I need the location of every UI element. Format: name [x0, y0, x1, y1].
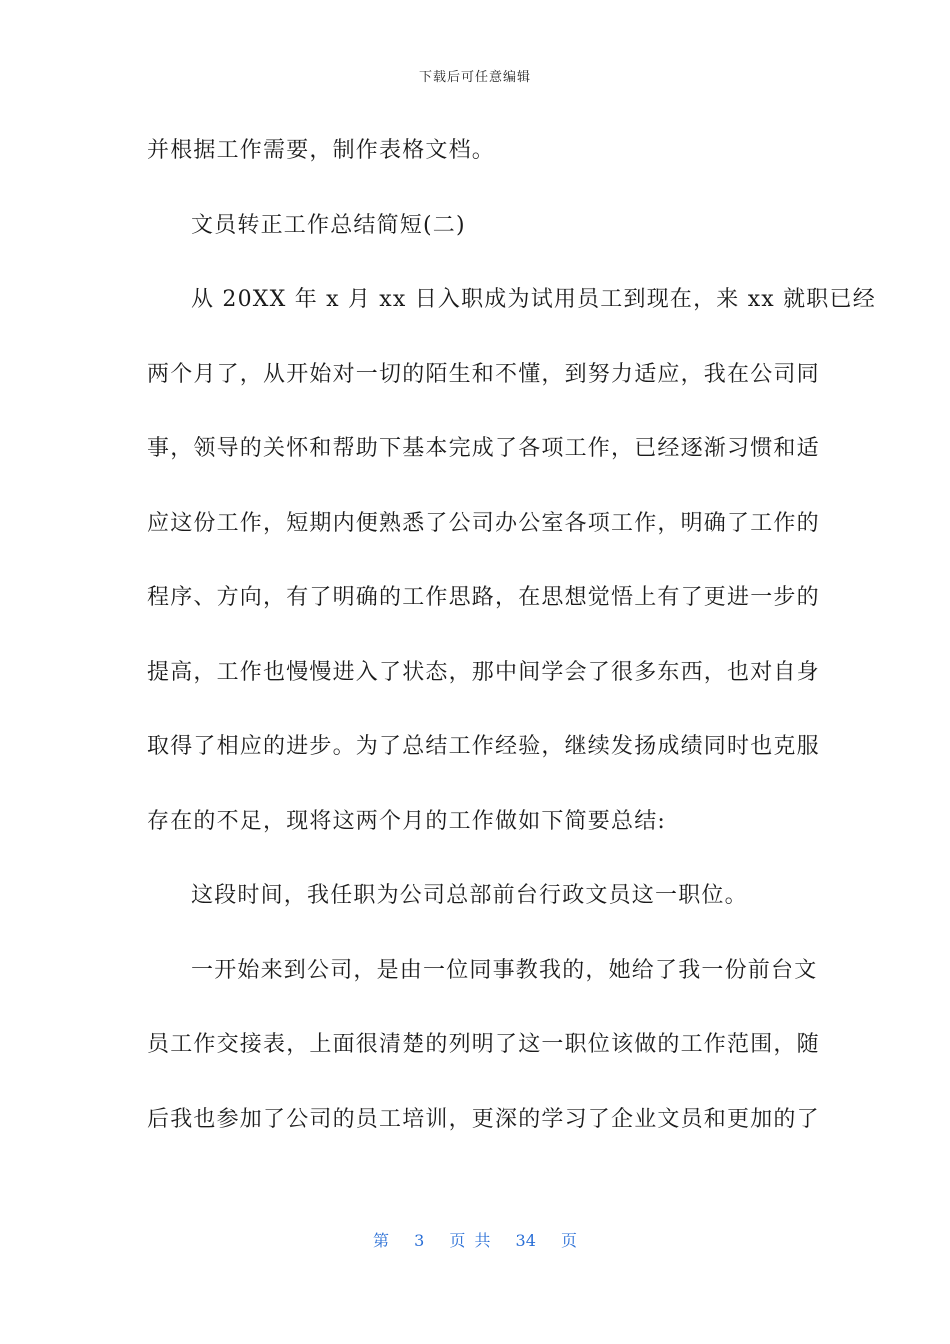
footer-label-of: 页 共: [449, 1231, 491, 1250]
text-line: 程序、方向，有了明确的工作思路，在思想觉悟上有了更进一步的: [147, 585, 820, 610]
page-footer: [0, 1228, 950, 1251]
text-line: 这段时间，我任职为公司总部前台行政文员这一职位。: [191, 883, 748, 908]
text-line: 取得了相应的进步。为了总结工作经验，继续发扬成绩同时也克服: [147, 734, 820, 759]
current-page-number: 3: [414, 1231, 425, 1250]
document-body: [147, 114, 876, 1157]
total-page-count: 34: [515, 1231, 536, 1250]
text-line: 提高，工作也慢慢进入了状态，那中间学会了很多东西，也对自身: [147, 659, 820, 685]
text-line: 并根据工作需要，制作表格文档。: [147, 138, 496, 163]
text-line: 员工作交接表，上面很清楚的列明了这一职位该做的工作范围，随: [147, 1032, 820, 1057]
text-line: 应这份工作，短期内便熟悉了公司办公室各项工作，明确了工作的: [147, 510, 820, 536]
text-line: 后我也参加了公司的员工培训，更深的学习了企业文员和更加的了: [147, 1106, 820, 1132]
page-header: 下载后可任意编辑: [418, 70, 531, 85]
text-line: 两个月了，从开始对一切的陌生和不懂，到努力适应，我在公司同: [147, 361, 820, 387]
section-heading: 文员转正工作总结简短(二): [191, 212, 466, 238]
text-line: 从 20XX 年 x 月 xx 日入职成为试用员工到现在，来 xx 就职已经: [191, 287, 876, 312]
text-line: 存在的不足，现将这两个月的工作做如下简要总结:: [147, 808, 667, 834]
footer-label-end: 页: [561, 1231, 578, 1250]
footer-label-page: 第: [372, 1231, 389, 1250]
text-line: 一开始来到公司，是由一位同事教我的，她给了我一份前台文: [191, 957, 818, 983]
text-line: 事，领导的关怀和帮助下基本完成了各项工作，已经逐渐习惯和适: [147, 436, 820, 461]
